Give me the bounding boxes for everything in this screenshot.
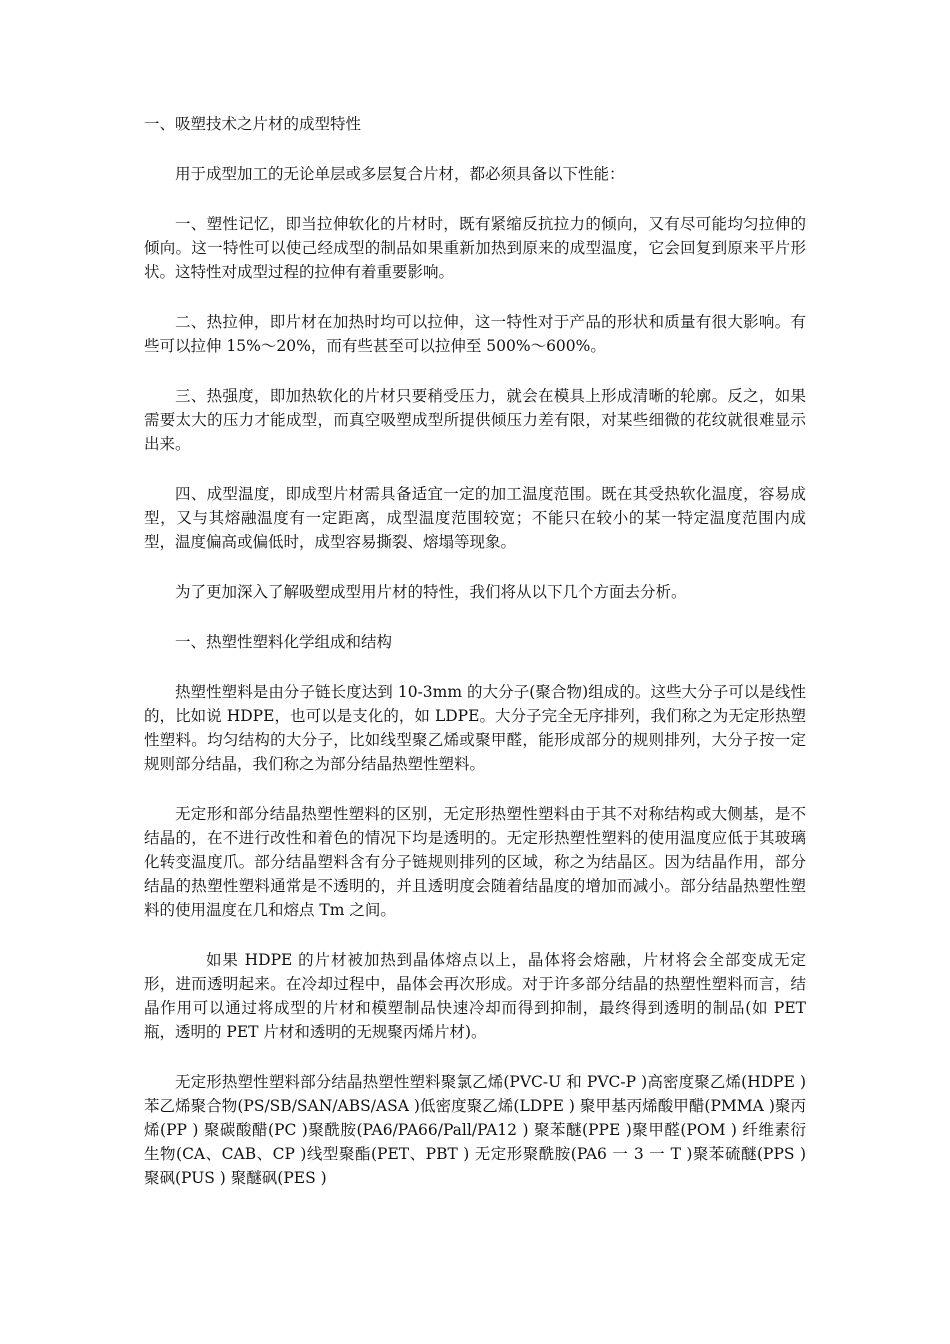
intro-paragraph: 用于成型加工的无论单层或多层复合片材，都必须具备以下性能： <box>175 165 625 183</box>
property-plastic-memory-paragraph: 一、塑性记忆，即当拉伸软化的片材时，既有紧缩反抗拉力的倾向，又有尽可能均匀拉伸的倾向。这一特性可以使己经成型的制品如果重新加热到原来的成型温度，它会回复到原来平片形状。这特性对成型过程的拉伸有着重要影响。 <box>144 215 806 281</box>
property-forming-temperature-paragraph: 四、成型温度，即成型片材需具备适宜一定的加工温度范围。既在其受热软化温度，容易成型，又与其熔融温度有一定距离，成型温度范围较宽；不能只在较小的某一特定温度范围内成型，温度偏高或偏低时，成型容易撕裂、熔塌等现象。 <box>144 485 806 551</box>
document-body <box>144 112 806 1190</box>
thermoplastic-structure-paragraph: 热塑性塑料是由分子链长度达到 10-3mm 的大分子(聚合物)组成的。这些大分子可以是线性的，比如说 HDPE，也可以是支化的，如 LDPE。大分子完全无序排列，我们称之为无定形热塑性塑料。均匀结构的大分子，比如线型聚乙烯或聚甲醛，能形成部分的规则排列，大分子按一定规则部分结晶，我们称之为部分结晶热塑性塑料。 <box>144 683 806 773</box>
section-heading-chemistry: 一、热塑性塑料化学组成和结构 <box>175 633 393 651</box>
hdpe-melting-paragraph: 如果 HDPE 的片材被加热到晶体熔点以上，晶体将会熔融，片材将会全部变成无定形，进而透明起来。在冷却过程中，晶体会再次形成。对于许多部分结晶的热塑性塑料而言，结晶作用可以通过将成型的片材和模塑制品快速冷却而得到抑制，最终得到透明的制品(如 PET 瓶，透明的 PET 片材和透明的无规聚丙烯片材)。 <box>144 951 806 1041</box>
property-hot-strength-paragraph: 三、热强度，即加热软化的片材只要稍受压力，就会在模具上形成清晰的轮廓。反之，如果需要太大的压力才能成型，而真空吸塑成型所提供倾压力差有限，对某些细微的花纹就很难显示出来。 <box>144 387 806 453</box>
plastics-list-paragraph: 无定形热塑性塑料部分结晶热塑性塑料聚氯乙烯(PVC-U 和 PVC-P )高密度聚乙烯(HDPE )苯乙烯聚合物(PS/SB/SAN/ABS/ASA )低密度聚乙烯(LDPE ) 聚甲基丙烯酸甲醋(PMMA )聚丙烯(PP ) 聚碳酸醋(PC )聚酰胺(PA6/PA66/Pall/PA12 ) 聚苯醚(PPE )聚甲醛(POM ) 纤维素衍生物(CA、CAB、CP )线型聚酯(PET、PBT ) 无定形聚酰胺(PA6 一 3 一 T )聚苯硫醚(PPS ) 聚砜(PUS ) 聚醚砜(PES ) <box>144 1073 806 1187</box>
document-heading: 一、吸塑技术之片材的成型特性 <box>144 115 362 133</box>
property-hot-stretch-paragraph: 二、热拉伸，即片材在加热时均可以拉伸，这一特性对于产品的形状和质量有很大影响。有些可以拉伸 15%～20%，而有些甚至可以拉伸至 500%～600%。 <box>144 313 806 355</box>
amorphous-vs-crystalline-paragraph: 无定形和部分结晶热塑性塑料的区别，无定形热塑性塑料由于其不对称结构或大侧基，是不结晶的，在不进行改性和着色的情况下均是透明的。无定形热塑性塑料的使用温度应低于其玻璃化转变温度爪。部分结晶塑料含有分子链规则排列的区域，称之为结晶区。因为结晶作用，部分结晶的热塑性塑料通常是不透明的，并且透明度会随着结晶度的增加而减小。部分结晶热塑性塑料的使用温度在几和熔点 Tm 之间。 <box>144 805 806 919</box>
analysis-intro-paragraph: 为了更加深入了解吸塑成型用片材的特性，我们将从以下几个方面去分析。 <box>175 583 687 601</box>
